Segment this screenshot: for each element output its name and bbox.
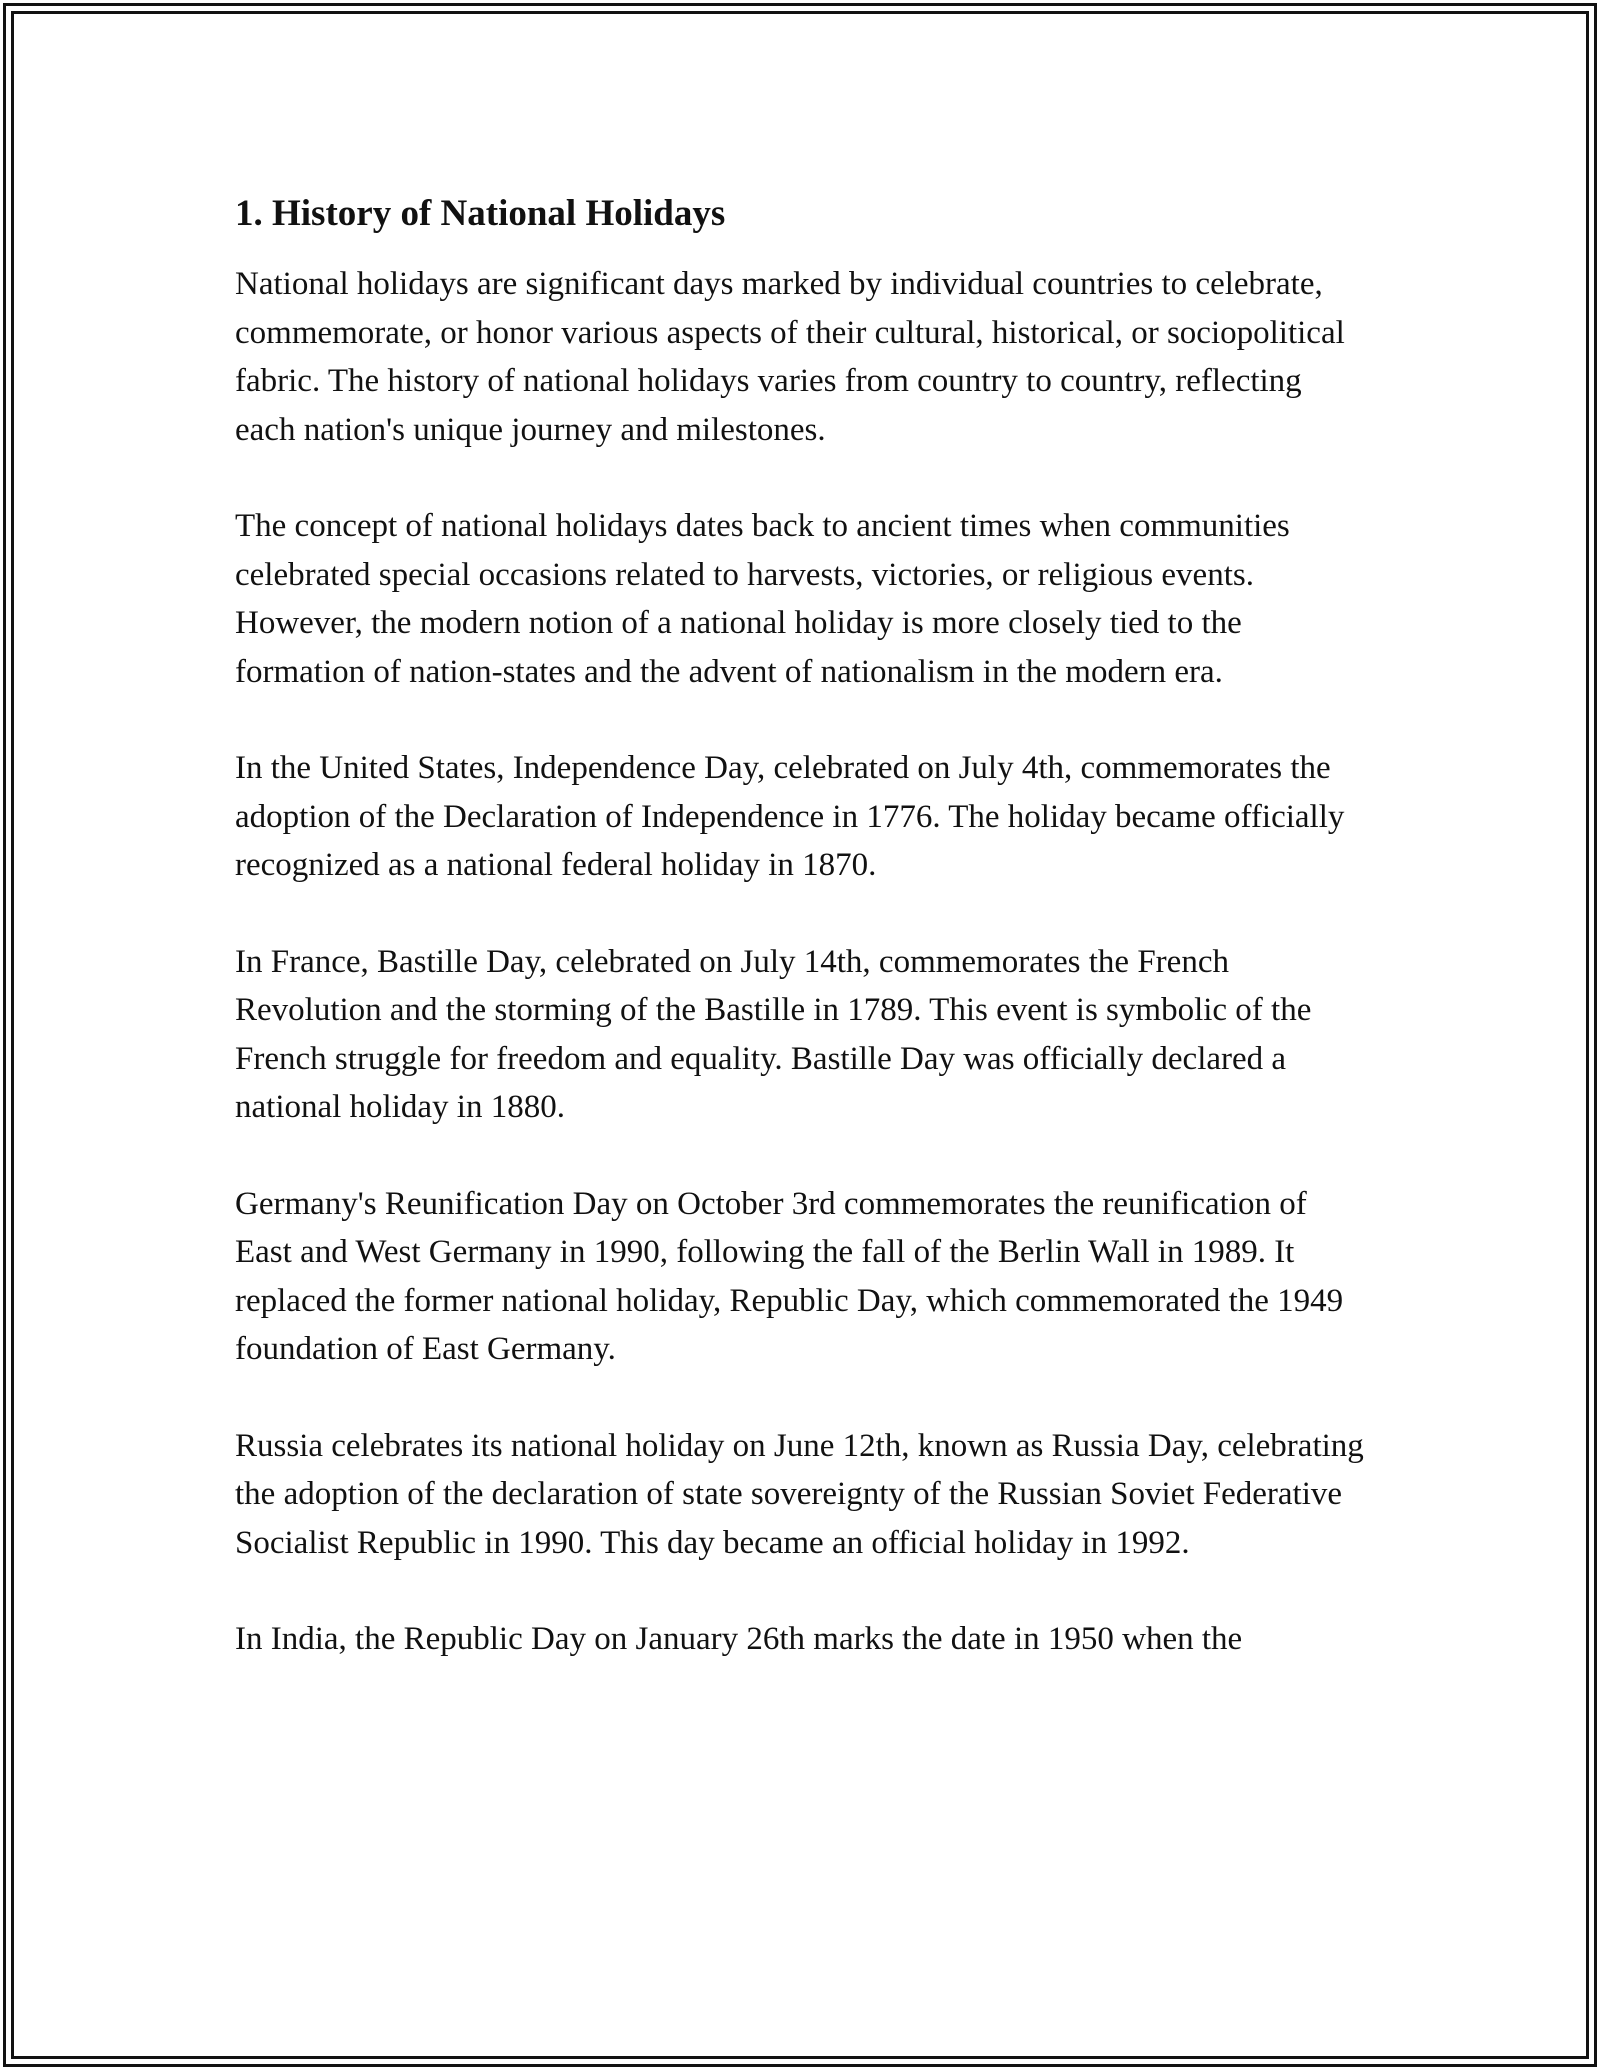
paragraph-germany: Germany's Reunification Day on October 3rd commemorates the reunification of East and West Germany in 1990, following the fall of the Berlin Wall in 1989. It replaced the former national holiday, Republic Day, which commemorated the 1949 foundation of East Germany. bbox=[235, 1185, 1344, 1367]
paragraph-india: In India, the Republic Day on January 26th marks the date in 1950 when the bbox=[235, 1621, 1243, 1657]
document-body bbox=[235, 188, 1365, 1712]
paragraph-united-states: In the United States, Independence Day, celebrated on July 4th, commemorates the adoption of the Declaration of Independence in 1776. The holiday became officially recognized as a national federal holiday in 1870. bbox=[235, 750, 1345, 883]
paragraph-intro: National holidays are significant days marked by individual countries to celebrate, commemorate, or honor various aspects of their cultural, historical, or sociopolitical fabric. The history of national holidays varies from country to country, reflecting each nation's unique journey and milestones. bbox=[235, 266, 1345, 448]
paragraph-russia: Russia celebrates its national holiday on June 12th, known as Russia Day, celebrating the adoption of the declaration of state sovereignty of the Russian Soviet Federative Socialist Republic in 1990. This day became an official holiday in 1992. bbox=[235, 1427, 1364, 1561]
section-heading: 1. History of National Holidays bbox=[235, 193, 726, 234]
paragraph-france: In France, Bastille Day, celebrated on July 14th, commemorates the French Revolution and the storming of the Bastille in 1789. This event is symbolic of the French struggle for freedom and equality. Bastille Day was officially declared a national holiday in 1880. bbox=[235, 943, 1312, 1125]
paragraph-concept: The concept of national holidays dates back to ancient times when communities celebrated special occasions related to harvests, victories, or religious events. However, the modern notion of a national holiday is more closely tied to the formation of nation-states and the advent of nationalism in the modern era. bbox=[235, 508, 1290, 690]
